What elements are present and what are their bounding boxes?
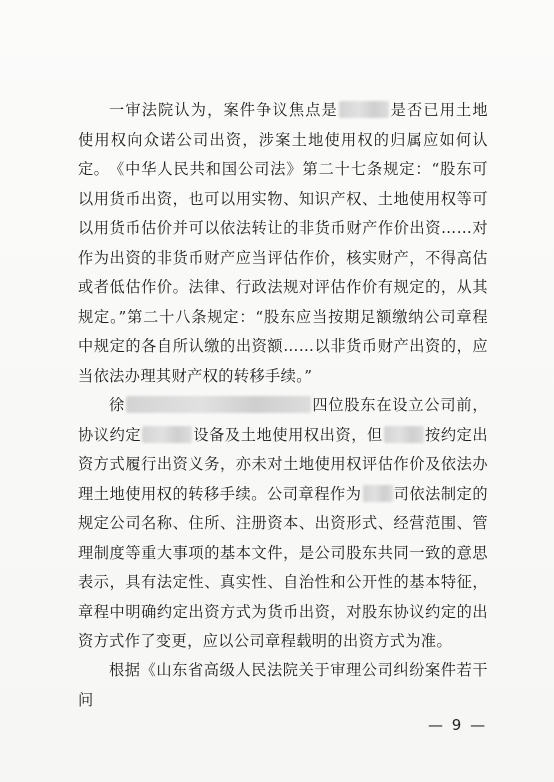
paragraph-text xyxy=(78,155,488,391)
paragraph-text xyxy=(78,656,488,715)
text-run: 按约定出资方式履行出资义务，亦未对土地使用权评估作价及依法办理土地使用权的转移手续。公司章程作为 xyxy=(78,425,488,503)
text-run: 徐 xyxy=(109,396,125,414)
text-run: 一审法院认为，案件争议焦点是 xyxy=(109,101,338,119)
text-run: 设备及土地使用权出资，但 xyxy=(193,425,383,444)
text-run: 司依法制定的规定公司名称、住所、注册资本、出资形式、经营范围、管理制度等重大事项的基本文件，是公司股东共同一致的意思表示，具有法定性、真实性、自治性和公开性的基本特征，章程中明确约定出资方式为货币出资，对股东协议约定的出资方式作了变更，应以公司章程载明的出资方式为准。 xyxy=(78,484,488,650)
text-run: 根据《山东省高级人民法院关于审理公司纠纷案件若干问 xyxy=(78,661,488,709)
paragraph-provincial-court-reference xyxy=(78,656,488,715)
redaction-block xyxy=(339,101,389,118)
text-run: 《中华人民共和国公司法》第二十七条规定：“股东可以用货币出资，也可以用实物、知识产权、土地使用权等可以用货币估价并可以依法转让的非货币财产作价出资……对作为出资的非货币财产应当评估作价，核实财产，不得高估或者低估作价。法律、行政法规对评估作价有规定的，从其规定。”第二十八条规定：“股东应当按期足额缴纳公司章程中规定的各自所认缴的出资额……以非货币财产出资的，应当依法办理其财产权的转移手续。” xyxy=(78,160,488,385)
text-run: 是否已用土地使用权向众诺公司出资，涉案土地使用权的归属应如何认定。 xyxy=(78,101,488,178)
paragraph-shareholder-agreement xyxy=(78,391,488,657)
page-number: — 9 — xyxy=(428,716,488,734)
redaction-block xyxy=(384,426,424,443)
paragraph-company-law-quote xyxy=(78,155,488,391)
paragraph-text xyxy=(78,391,488,657)
redaction-block xyxy=(363,485,393,502)
text-run: 四位股东在设立公司前，协议约定 xyxy=(78,396,488,444)
redaction-block xyxy=(142,426,192,443)
redaction-block xyxy=(126,396,311,413)
